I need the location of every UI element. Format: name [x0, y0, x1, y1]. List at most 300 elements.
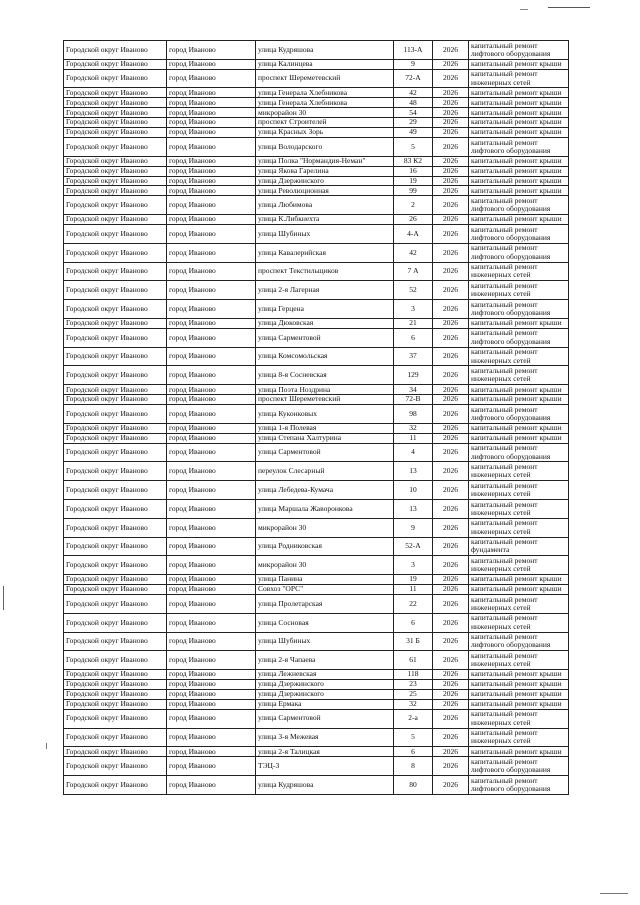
okrug-cell: Городской округ Иваново	[64, 69, 167, 88]
table-row	[64, 423, 569, 433]
work-type-cell: капитальный ремонт инженерных сетей	[469, 366, 569, 385]
house-number-cell: 80	[394, 776, 433, 795]
house-number-cell: 99	[394, 186, 433, 196]
city-cell: город Иваново	[167, 108, 256, 118]
work-type-cell: капитальный ремонт крыши	[469, 59, 569, 69]
okrug-cell: Городской округ Иваново	[64, 41, 167, 60]
okrug-cell: Городской округ Иваново	[64, 328, 167, 347]
street-cell: улица 3-я Межевая	[256, 728, 394, 747]
house-number-cell: 23	[394, 680, 433, 690]
table-row	[64, 366, 569, 385]
year-cell: 2026	[433, 118, 469, 128]
year-cell: 2026	[433, 776, 469, 795]
house-number-cell: 3	[394, 300, 433, 319]
city-cell: город Иваново	[167, 262, 256, 281]
street-cell: улица Дзержинского	[256, 689, 394, 699]
work-type-cell: капитальный ремонт инженерных сетей	[469, 728, 569, 747]
work-type-cell: капитальный ремонт инженерных сетей	[469, 518, 569, 537]
okrug-cell: Городской округ Иваново	[64, 651, 167, 670]
house-number-cell: 13	[394, 462, 433, 481]
street-cell: улица К.Либкнехта	[256, 215, 394, 225]
okrug-cell: Городской округ Иваново	[64, 632, 167, 651]
year-cell: 2026	[433, 108, 469, 118]
street-cell: улица Поэта Ноздрина	[256, 385, 394, 395]
house-number-cell: 49	[394, 128, 433, 138]
city-cell: город Иваново	[167, 575, 256, 585]
table-row	[64, 594, 569, 613]
okrug-cell: Городской округ Иваново	[64, 59, 167, 69]
house-number-cell: 26	[394, 215, 433, 225]
okrug-cell: Городской округ Иваново	[64, 318, 167, 328]
street-cell: проспект Текстильщиков	[256, 262, 394, 281]
city-cell: город Иваново	[167, 757, 256, 776]
city-cell: город Иваново	[167, 41, 256, 60]
city-cell: город Иваново	[167, 281, 256, 300]
street-cell: улица Кудряшова	[256, 41, 394, 60]
house-number-cell: 13	[394, 500, 433, 519]
street-cell: улица Лебедева-Кумача	[256, 481, 394, 500]
year-cell: 2026	[433, 395, 469, 405]
year-cell: 2026	[433, 689, 469, 699]
work-type-cell: капитальный ремонт лифтового оборудования	[469, 224, 569, 243]
house-number-cell: 52-А	[394, 537, 433, 556]
street-cell: улица Лежневская	[256, 670, 394, 680]
table-row	[64, 776, 569, 795]
table-row	[64, 385, 569, 395]
work-type-cell: капитальный ремонт инженерных сетей	[469, 462, 569, 481]
okrug-cell: Городской округ Иваново	[64, 462, 167, 481]
work-type-cell: капитальный ремонт инженерных сетей	[469, 613, 569, 632]
year-cell: 2026	[433, 670, 469, 680]
year-cell: 2026	[433, 186, 469, 196]
table-row	[64, 41, 569, 60]
year-cell: 2026	[433, 328, 469, 347]
year-cell: 2026	[433, 262, 469, 281]
year-cell: 2026	[433, 747, 469, 757]
work-type-cell: капитальный ремонт крыши	[469, 575, 569, 585]
work-type-cell: капитальный ремонт крыши	[469, 318, 569, 328]
work-type-cell: капитальный ремонт лифтового оборудования	[469, 776, 569, 795]
work-type-cell: капитальный ремонт лифтового оборудования	[469, 443, 569, 462]
street-cell: улица Сарментовой	[256, 443, 394, 462]
work-type-cell: капитальный ремонт крыши	[469, 689, 569, 699]
street-cell: улица Пролетарская	[256, 594, 394, 613]
house-number-cell: 9	[394, 518, 433, 537]
house-number-cell: 118	[394, 670, 433, 680]
table-row	[64, 747, 569, 757]
okrug-cell: Городской округ Иваново	[64, 594, 167, 613]
city-cell: город Иваново	[167, 699, 256, 709]
house-number-cell: 6	[394, 328, 433, 347]
scan-mark-left	[3, 586, 4, 610]
year-cell: 2026	[433, 594, 469, 613]
street-cell: улица Дзержинского	[256, 680, 394, 690]
city-cell: город Иваново	[167, 776, 256, 795]
okrug-cell: Городской округ Иваново	[64, 176, 167, 186]
city-cell: город Иваново	[167, 632, 256, 651]
table-row	[64, 69, 569, 88]
street-cell: улица Володарского	[256, 137, 394, 156]
work-type-cell: капитальный ремонт лифтового оборудования	[469, 41, 569, 60]
house-number-cell: 48	[394, 98, 433, 108]
street-cell: улица Ермака	[256, 699, 394, 709]
year-cell: 2026	[433, 347, 469, 366]
house-number-cell: 22	[394, 594, 433, 613]
street-cell: улица Сарментовой	[256, 328, 394, 347]
city-cell: город Иваново	[167, 300, 256, 319]
table-row	[64, 137, 569, 156]
street-cell: улица 2-я Чапаева	[256, 651, 394, 670]
okrug-cell: Городской округ Иваново	[64, 98, 167, 108]
year-cell: 2026	[433, 88, 469, 98]
okrug-cell: Городской округ Иваново	[64, 128, 167, 138]
street-cell: улица 2-я Талицкая	[256, 747, 394, 757]
year-cell: 2026	[433, 709, 469, 728]
street-cell: ТЭЦ-3	[256, 757, 394, 776]
repair-schedule-table	[63, 40, 569, 795]
work-type-cell: капитальный ремонт крыши	[469, 747, 569, 757]
table-row	[64, 118, 569, 128]
city-cell: город Иваново	[167, 328, 256, 347]
table-row	[64, 300, 569, 319]
okrug-cell: Городской округ Иваново	[64, 757, 167, 776]
okrug-cell: Городской округ Иваново	[64, 443, 167, 462]
work-type-cell: капитальный ремонт инженерных сетей	[469, 500, 569, 519]
street-cell: улица 2-я Лагерная	[256, 281, 394, 300]
work-type-cell: капитальный ремонт крыши	[469, 433, 569, 443]
year-cell: 2026	[433, 176, 469, 186]
work-type-cell: капитальный ремонт лифтового оборудования	[469, 243, 569, 262]
table-row	[64, 405, 569, 424]
street-cell: микрорайон 30	[256, 518, 394, 537]
street-cell: улица Комсомольская	[256, 347, 394, 366]
city-cell: город Иваново	[167, 423, 256, 433]
table-row	[64, 728, 569, 747]
okrug-cell: Городской округ Иваново	[64, 186, 167, 196]
house-number-cell: 34	[394, 385, 433, 395]
street-cell: улица Генерала Хлебникова	[256, 98, 394, 108]
table-row	[64, 328, 569, 347]
okrug-cell: Городской округ Иваново	[64, 613, 167, 632]
house-number-cell: 72-В	[394, 395, 433, 405]
house-number-cell: 16	[394, 166, 433, 176]
table-row	[64, 443, 569, 462]
table-row	[64, 395, 569, 405]
street-cell: улица 8-я Сосневская	[256, 366, 394, 385]
table-row	[64, 59, 569, 69]
okrug-cell: Городской округ Иваново	[64, 166, 167, 176]
house-number-cell: 37	[394, 347, 433, 366]
city-cell: город Иваново	[167, 366, 256, 385]
table-row	[64, 243, 569, 262]
house-number-cell: 42	[394, 243, 433, 262]
house-number-cell: 83 К2	[394, 156, 433, 166]
city-cell: город Иваново	[167, 59, 256, 69]
okrug-cell: Городской округ Иваново	[64, 405, 167, 424]
year-cell: 2026	[433, 651, 469, 670]
year-cell: 2026	[433, 462, 469, 481]
year-cell: 2026	[433, 215, 469, 225]
table-row	[64, 613, 569, 632]
table-row	[64, 709, 569, 728]
street-cell: улица 1-я Полевая	[256, 423, 394, 433]
table-row	[64, 462, 569, 481]
city-cell: город Иваново	[167, 670, 256, 680]
city-cell: город Иваново	[167, 747, 256, 757]
okrug-cell: Городской округ Иваново	[64, 433, 167, 443]
street-cell: улица Куконковых	[256, 405, 394, 424]
street-cell: улица Степана Халтурина	[256, 433, 394, 443]
table-row	[64, 481, 569, 500]
table-row	[64, 156, 569, 166]
work-type-cell: капитальный ремонт крыши	[469, 680, 569, 690]
city-cell: город Иваново	[167, 709, 256, 728]
street-cell: улица Герцена	[256, 300, 394, 319]
street-cell: улица Сосновая	[256, 613, 394, 632]
okrug-cell: Городской округ Иваново	[64, 747, 167, 757]
work-type-cell: капитальный ремонт крыши	[469, 395, 569, 405]
table-row	[64, 651, 569, 670]
city-cell: город Иваново	[167, 176, 256, 186]
city-cell: город Иваново	[167, 481, 256, 500]
city-cell: город Иваново	[167, 98, 256, 108]
work-type-cell: капитальный ремонт крыши	[469, 385, 569, 395]
year-cell: 2026	[433, 556, 469, 575]
house-number-cell: 5	[394, 728, 433, 747]
okrug-cell: Городской округ Иваново	[64, 689, 167, 699]
street-cell: улица Полка "Нормандия-Неман"	[256, 156, 394, 166]
okrug-cell: Городской округ Иваново	[64, 215, 167, 225]
work-type-cell: капитальный ремонт лифтового оборудования	[469, 757, 569, 776]
street-cell: улица Маршала Жаворонкова	[256, 500, 394, 519]
city-cell: город Иваново	[167, 518, 256, 537]
year-cell: 2026	[433, 69, 469, 88]
work-type-cell: капитальный ремонт инженерных сетей	[469, 69, 569, 88]
street-cell: улица Революционная	[256, 186, 394, 196]
house-number-cell: 21	[394, 318, 433, 328]
year-cell: 2026	[433, 366, 469, 385]
street-cell: проспект Строителей	[256, 118, 394, 128]
okrug-cell: Городской округ Иваново	[64, 500, 167, 519]
okrug-cell: Городской округ Иваново	[64, 262, 167, 281]
work-type-cell: капитальный ремонт крыши	[469, 423, 569, 433]
year-cell: 2026	[433, 385, 469, 395]
table-row	[64, 575, 569, 585]
year-cell: 2026	[433, 433, 469, 443]
table-row	[64, 689, 569, 699]
work-type-cell: капитальный ремонт лифтового оборудования	[469, 405, 569, 424]
city-cell: город Иваново	[167, 156, 256, 166]
year-cell: 2026	[433, 128, 469, 138]
house-number-cell: 98	[394, 405, 433, 424]
okrug-cell: Городской округ Иваново	[64, 395, 167, 405]
table-row	[64, 281, 569, 300]
year-cell: 2026	[433, 680, 469, 690]
street-cell: улица Кавалерийская	[256, 243, 394, 262]
okrug-cell: Городской округ Иваново	[64, 88, 167, 98]
street-cell: микрорайон 30	[256, 108, 394, 118]
table-row	[64, 433, 569, 443]
street-cell: улица Шубиных	[256, 632, 394, 651]
table-row	[64, 518, 569, 537]
city-cell: город Иваново	[167, 385, 256, 395]
okrug-cell: Городской округ Иваново	[64, 709, 167, 728]
okrug-cell: Городской округ Иваново	[64, 537, 167, 556]
okrug-cell: Городской округ Иваново	[64, 347, 167, 366]
year-cell: 2026	[433, 518, 469, 537]
work-type-cell: капитальный ремонт инженерных сетей	[469, 281, 569, 300]
work-type-cell: капитальный ремонт крыши	[469, 156, 569, 166]
okrug-cell: Городской округ Иваново	[64, 699, 167, 709]
city-cell: город Иваново	[167, 186, 256, 196]
okrug-cell: Городской округ Иваново	[64, 385, 167, 395]
table-row	[64, 88, 569, 98]
house-number-cell: 32	[394, 699, 433, 709]
work-type-cell: капитальный ремонт инженерных сетей	[469, 709, 569, 728]
table-row	[64, 757, 569, 776]
year-cell: 2026	[433, 281, 469, 300]
street-cell: улица Якова Гарелина	[256, 166, 394, 176]
okrug-cell: Городской округ Иваново	[64, 670, 167, 680]
house-number-cell: 54	[394, 108, 433, 118]
scan-mark-bottom	[600, 893, 628, 894]
house-number-cell: 2	[394, 196, 433, 215]
house-number-cell: 4-А	[394, 224, 433, 243]
year-cell: 2026	[433, 98, 469, 108]
year-cell: 2026	[433, 728, 469, 747]
table-row	[64, 176, 569, 186]
street-cell: улица Любимова	[256, 196, 394, 215]
city-cell: город Иваново	[167, 224, 256, 243]
okrug-cell: Городской округ Иваново	[64, 108, 167, 118]
okrug-cell: Городской округ Иваново	[64, 243, 167, 262]
table-row	[64, 347, 569, 366]
year-cell: 2026	[433, 585, 469, 595]
house-number-cell: 2-а	[394, 709, 433, 728]
house-number-cell: 29	[394, 118, 433, 128]
okrug-cell: Городской округ Иваново	[64, 518, 167, 537]
work-type-cell: капитальный ремонт крыши	[469, 215, 569, 225]
table-row	[64, 585, 569, 595]
street-cell: переулок Слесарный	[256, 462, 394, 481]
city-cell: город Иваново	[167, 689, 256, 699]
table-row	[64, 699, 569, 709]
city-cell: город Иваново	[167, 613, 256, 632]
okrug-cell: Городской округ Иваново	[64, 423, 167, 433]
okrug-cell: Городской округ Иваново	[64, 300, 167, 319]
city-cell: город Иваново	[167, 69, 256, 88]
city-cell: город Иваново	[167, 433, 256, 443]
city-cell: город Иваново	[167, 556, 256, 575]
okrug-cell: Городской округ Иваново	[64, 556, 167, 575]
city-cell: город Иваново	[167, 585, 256, 595]
work-type-cell: капитальный ремонт крыши	[469, 98, 569, 108]
work-type-cell: капитальный ремонт крыши	[469, 118, 569, 128]
house-number-cell: 19	[394, 176, 433, 186]
work-type-cell: капитальный ремонт фундамента	[469, 537, 569, 556]
year-cell: 2026	[433, 632, 469, 651]
street-cell: улица Красных Зорь	[256, 128, 394, 138]
scan-mark-top-short	[520, 9, 528, 10]
city-cell: город Иваново	[167, 128, 256, 138]
year-cell: 2026	[433, 166, 469, 176]
table-row	[64, 166, 569, 176]
okrug-cell: Городской округ Иваново	[64, 728, 167, 747]
year-cell: 2026	[433, 757, 469, 776]
street-cell: улица Дюковская	[256, 318, 394, 328]
scan-mark-top	[548, 7, 590, 8]
city-cell: город Иваново	[167, 405, 256, 424]
work-type-cell: капитальный ремонт крыши	[469, 670, 569, 680]
year-cell: 2026	[433, 481, 469, 500]
year-cell: 2026	[433, 423, 469, 433]
table-row	[64, 556, 569, 575]
street-cell: улица Дзержинского	[256, 176, 394, 186]
city-cell: город Иваново	[167, 443, 256, 462]
city-cell: город Иваново	[167, 500, 256, 519]
house-number-cell: 129	[394, 366, 433, 385]
year-cell: 2026	[433, 59, 469, 69]
okrug-cell: Городской округ Иваново	[64, 118, 167, 128]
street-cell: улица Сарментовой	[256, 709, 394, 728]
city-cell: город Иваново	[167, 395, 256, 405]
scan-mark-dot	[46, 743, 47, 749]
work-type-cell: капитальный ремонт инженерных сетей	[469, 347, 569, 366]
work-type-cell: капитальный ремонт лифтового оборудования	[469, 328, 569, 347]
table-row	[64, 98, 569, 108]
work-type-cell: капитальный ремонт инженерных сетей	[469, 262, 569, 281]
okrug-cell: Городской округ Иваново	[64, 776, 167, 795]
house-number-cell: 11	[394, 585, 433, 595]
table-row	[64, 215, 569, 225]
house-number-cell: 19	[394, 575, 433, 585]
year-cell: 2026	[433, 575, 469, 585]
okrug-cell: Городской округ Иваново	[64, 481, 167, 500]
table-body	[64, 41, 569, 795]
house-number-cell: 6	[394, 613, 433, 632]
house-number-cell: 4	[394, 443, 433, 462]
table-row	[64, 500, 569, 519]
work-type-cell: капитальный ремонт крыши	[469, 166, 569, 176]
house-number-cell: 113-А	[394, 41, 433, 60]
year-cell: 2026	[433, 537, 469, 556]
year-cell: 2026	[433, 300, 469, 319]
work-type-cell: капитальный ремонт лифтового оборудования	[469, 300, 569, 319]
okrug-cell: Городской округ Иваново	[64, 575, 167, 585]
street-cell: микрорайон 30	[256, 556, 394, 575]
house-number-cell: 10	[394, 481, 433, 500]
house-number-cell: 5	[394, 137, 433, 156]
street-cell: улица Панина	[256, 575, 394, 585]
okrug-cell: Городской округ Иваново	[64, 156, 167, 166]
street-cell: проспект Шереметевский	[256, 69, 394, 88]
year-cell: 2026	[433, 243, 469, 262]
work-type-cell: капитальный ремонт лифтового оборудования	[469, 137, 569, 156]
house-number-cell: 11	[394, 433, 433, 443]
work-type-cell: капитальный ремонт крыши	[469, 699, 569, 709]
street-cell: улица Шубиных	[256, 224, 394, 243]
city-cell: город Иваново	[167, 166, 256, 176]
city-cell: город Иваново	[167, 215, 256, 225]
work-type-cell: капитальный ремонт крыши	[469, 88, 569, 98]
city-cell: город Иваново	[167, 318, 256, 328]
work-type-cell: капитальный ремонт инженерных сетей	[469, 556, 569, 575]
table-row	[64, 680, 569, 690]
okrug-cell: Городской округ Иваново	[64, 196, 167, 215]
house-number-cell: 7 А	[394, 262, 433, 281]
year-cell: 2026	[433, 699, 469, 709]
work-type-cell: капитальный ремонт инженерных сетей	[469, 481, 569, 500]
